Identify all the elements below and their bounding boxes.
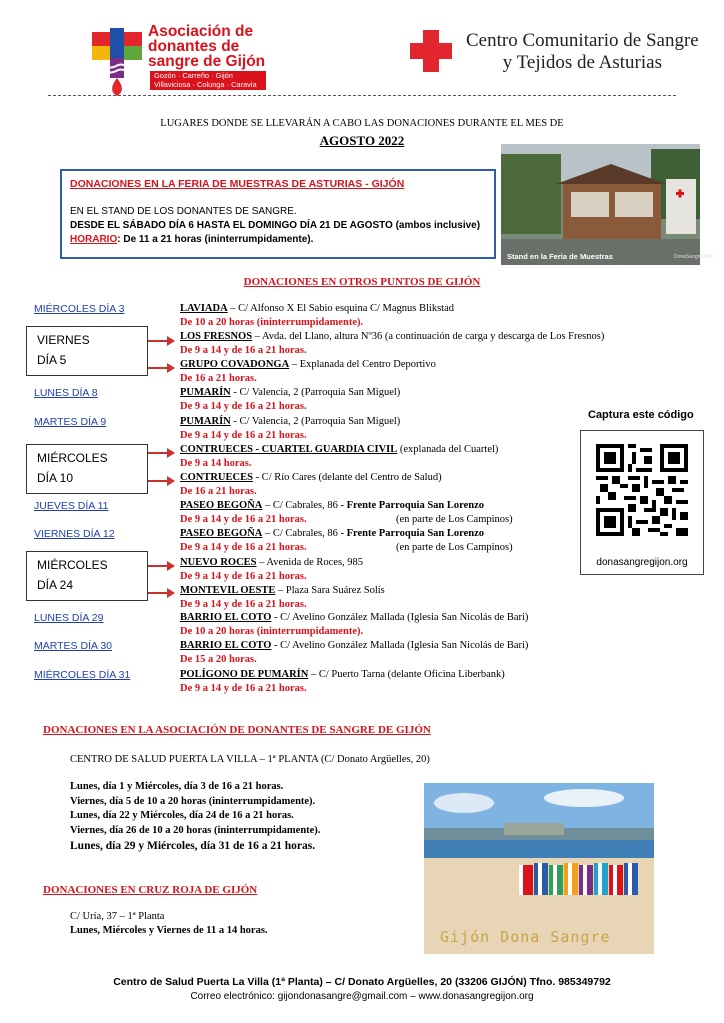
place-entry <box>180 331 604 342</box>
place-entry <box>180 500 484 511</box>
place-hours: De 9 a 14 y de 16 a 21 horas. <box>180 683 307 694</box>
place-name: CONTRUECES - CUARTEL GUARDIA CIVIL <box>180 444 398 455</box>
asociacion-title: DONACIONES EN LA ASOCIACIÓN DE DONANTES DE SANGRE DE GIJÓN <box>43 724 431 736</box>
day-label-12: VIERNES DÍA 12 <box>34 528 115 540</box>
place-entry <box>180 472 442 483</box>
day-box-5-date: DÍA 5 <box>37 353 67 367</box>
place-note: (en parte de Los Campinos) <box>396 542 513 553</box>
arrow-right-icon <box>148 452 168 454</box>
place-entry <box>180 669 505 680</box>
arrow-right-icon <box>148 480 168 482</box>
horario-value: : De 11 a 21 horas (ininterrumpidamente). <box>117 234 314 245</box>
day-box-10-date: DÍA 10 <box>37 471 74 485</box>
place-address: - C/ Valencia, 2 (Parroquia San Miguel) <box>230 387 401 398</box>
place-entry <box>180 416 400 427</box>
centro-salud-address: CENTRO DE SALUD PUERTA LA VILLA – 1ª PLANTA (C/ Donato Argüelles, 20) <box>70 754 430 765</box>
place-hours: De 16 a 21 horas. <box>180 373 257 384</box>
place-address: – Explanada del Centro Deportivo <box>289 359 436 370</box>
place-hours: De 9 a 14 horas. <box>180 458 252 469</box>
place-hours: De 9 a 14 y de 16 a 21 horas. <box>180 599 307 610</box>
place-hours: De 9 a 14 y de 16 a 21 horas. <box>180 514 307 525</box>
centro-comunitario-title: Centro Comunitario de Sangre y Tejidos de Asturias <box>466 30 699 73</box>
place-name: LOS FRESNOS <box>180 331 253 342</box>
place-hours: De 9 a 14 y de 16 a 21 horas. <box>180 542 307 553</box>
day-box-5 <box>26 326 148 376</box>
place-name: MONTEVIL OESTE <box>180 585 276 596</box>
place-name: POLÍGONO DE PUMARÍN <box>180 669 309 680</box>
arrow-right-icon <box>148 592 168 594</box>
place-name: PUMARÍN <box>180 416 231 427</box>
day-box-5-weekday: VIERNES <box>37 333 90 347</box>
stand-photo <box>501 144 700 265</box>
place-hours: De 10 a 20 horas (ininterrumpidamente). <box>180 317 364 328</box>
place-address: – Plaza Sara Suárez Solís <box>275 585 385 596</box>
place-hours: De 15 a 20 horas. <box>180 654 257 665</box>
footer-contact: Correo electrónico: gijondonasangre@gmail.com – www.donasangregijon.org <box>190 991 534 1002</box>
day-label-9: MARTES DÍA 9 <box>34 416 107 428</box>
day-box-24-weekday: MIÉRCOLES <box>37 558 108 572</box>
arrow-right-icon <box>148 565 168 567</box>
day-box-24 <box>26 551 148 601</box>
day-box-24-date: DÍA 24 <box>37 578 74 592</box>
place-hours: De 9 a 14 y de 16 a 21 horas. <box>180 345 307 356</box>
place-hours: De 9 a 14 y de 16 a 21 horas. <box>180 430 307 441</box>
footer-address: Centro de Salud Puerta La Villa (1ª Planta) – C/ Donato Argüelles, 20 (33206 GIJÓN) Tfno. 985349792 <box>113 976 611 988</box>
header-divider <box>48 95 676 96</box>
place-address: – Avenida de Roces, 985 <box>256 557 364 568</box>
place-address: – C/ Cabrales, 86 <box>262 528 341 539</box>
place-hours: De 10 a 20 horas (ininterrumpidamente). <box>180 626 364 637</box>
place-address: – C/ Alfonso X El Sabio esquina C/ Magnus Blikstad <box>227 303 454 314</box>
stand-photo-credit: DonaSangreGijón <box>674 254 714 260</box>
day-label-8: LUNES DÍA 8 <box>34 387 98 399</box>
place-hours: De 9 a 14 y de 16 a 21 horas. <box>180 571 307 582</box>
cruz-roja-title: DONACIONES EN CRUZ ROJA DE GIJÓN <box>43 884 258 896</box>
place-entry <box>180 444 498 455</box>
place-entry <box>180 303 454 314</box>
cruz-roja-hours: Lunes, Miércoles y Viernes de 11 a 14 horas. <box>70 925 268 936</box>
place-entry <box>180 640 528 651</box>
place-address: – C/ Cabrales, 86 <box>262 500 341 511</box>
place-extra: - Frente Parroquia San Lorenzo <box>340 500 485 511</box>
association-emblem-icon <box>86 22 146 100</box>
day-box-10-weekday: MIÉRCOLES <box>37 451 108 465</box>
feria-dates-text: DESDE EL SÁBADO DÍA 6 HASTA EL DOMINGO DÍA 21 DE AGOSTO (ambos inclusive) <box>70 220 481 231</box>
place-entry <box>180 387 400 398</box>
place-address: - C/ Valencia, 2 (Parroquia San Miguel) <box>230 416 401 427</box>
place-entry <box>180 557 363 568</box>
day-label-30: MARTES DÍA 30 <box>34 640 113 652</box>
place-extra: - Frente Parroquia San Lorenzo <box>340 528 485 539</box>
day-label-3: MIÉRCOLES DÍA 3 <box>34 303 125 315</box>
place-note: (en parte de Los Campinos) <box>396 514 513 525</box>
horario-label: HORARIO <box>70 234 118 245</box>
asociacion-schedule-line: Lunes, día 22 y Miércoles, día 24 de 16 a 21 horas. <box>70 810 294 821</box>
beach-caption: Gijón Dona Sangre <box>440 928 611 946</box>
asociacion-schedule-line: Viernes, día 26 de 10 a 20 horas (ininterrumpidamente). <box>70 825 321 836</box>
asociacion-schedule-line: Lunes, día 1 y Miércoles, día 3 de 16 a 21 horas. <box>70 781 284 792</box>
association-name: Asociación de donantes de sangre de Gijón <box>148 23 266 70</box>
place-entry <box>180 585 385 596</box>
day-label-29: LUNES DÍA 29 <box>34 612 104 624</box>
place-name: CONTRUECES <box>180 472 253 483</box>
place-name: PASEO BEGOÑA <box>180 528 263 539</box>
place-name: BARRIO EL COTO <box>180 640 272 651</box>
lugares-heading: LUGARES DONDE SE LLEVARÁN A CABO LAS DONACIONES DURANTE EL MES DE <box>160 118 564 129</box>
place-address: - C/ Avelino González Mallada (Iglesia San Nicolás de Bari) <box>271 640 529 651</box>
asociacion-schedule-line: Lunes, día 29 y Miércoles, día 31 de 16 a 21 horas. <box>70 840 316 852</box>
day-label-11: JUEVES DÍA 11 <box>34 500 109 512</box>
place-address: - C/ Río Cares (delante del Centro de Salud) <box>252 472 442 483</box>
feria-horario <box>70 234 313 245</box>
month-heading: AGOSTO 2022 <box>319 133 405 148</box>
place-name: GRUPO COVADONGA <box>180 359 290 370</box>
place-hours: De 16 a 21 horas. <box>180 486 257 497</box>
place-hours: De 9 a 14 y de 16 a 21 horas. <box>180 401 307 412</box>
place-entry <box>180 612 528 623</box>
day-label-31: MIÉRCOLES DÍA 31 <box>34 669 131 681</box>
place-entry <box>180 528 484 539</box>
place-name: PUMARÍN <box>180 387 231 398</box>
place-address: (explanada del Cuartel) <box>397 444 499 455</box>
place-address: – C/ Puerto Tarna (delante Oficina Liberbank) <box>308 669 505 680</box>
qr-label: Captura este código <box>588 409 694 421</box>
stand-photo-caption: Stand en la Feria de Muestras <box>507 252 613 261</box>
feria-stand-text: EN EL STAND DE LOS DONANTES DE SANGRE. <box>70 206 297 217</box>
otros-puntos-title: DONACIONES EN OTROS PUNTOS DE GIJÓN <box>243 276 481 288</box>
place-address: - C/ Avelino González Mallada (Iglesia San Nicolás de Bari) <box>271 612 529 623</box>
asociacion-schedule-line: Viernes, día 5 de 10 a 20 horas (ininterrumpidamente). <box>70 796 316 807</box>
place-address: – Avda. del Llano, altura Nº36 (a continuación de carga y descarga de Los Fresnos) <box>252 331 605 342</box>
association-towns: Gozón · Carreño · Gijón Villaviciosa · Colunga · Caravia <box>150 71 266 90</box>
cruz-roja-address: C/ Uría, 37 – 1ª Planta <box>70 911 165 922</box>
qr-url[interactable]: donasangregijon.org <box>596 557 688 568</box>
arrow-right-icon <box>148 340 168 342</box>
place-name: BARRIO EL COTO <box>180 612 272 623</box>
qr-code-icon[interactable] <box>596 444 688 536</box>
place-name: PASEO BEGOÑA <box>180 500 263 511</box>
arrow-right-icon <box>148 367 168 369</box>
place-name: LAVIADA <box>180 303 228 314</box>
place-name: NUEVO ROCES <box>180 557 257 568</box>
red-cross-icon <box>410 30 452 72</box>
place-entry <box>180 359 436 370</box>
day-box-10 <box>26 444 148 494</box>
feria-title: DONACIONES EN LA FERIA DE MUESTRAS DE ASTURIAS - GIJÓN <box>70 178 405 190</box>
